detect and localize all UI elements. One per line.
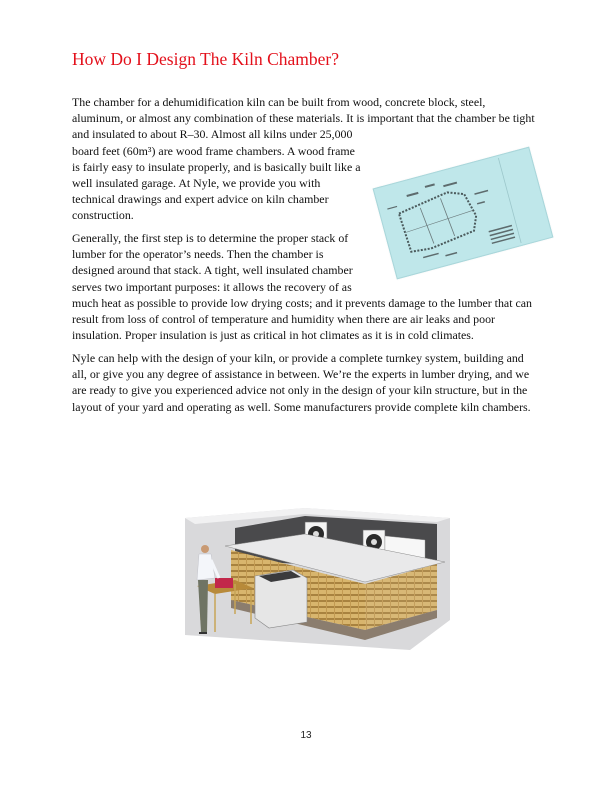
kiln-illustration-image (175, 500, 450, 660)
text-line: Nyle can help with the design of your kiln, or provide a complete turnkey system, building and (72, 351, 524, 365)
text-line: insulation. Proper insulation is just as critical in hot climates as it is in cold climates. (72, 328, 474, 343)
text-line: lumber for the operator’s needs. Then the chamber is (72, 247, 324, 262)
text-line: serves two important purposes: it allows the recovery of as (72, 279, 352, 294)
text-line: designed around that stack. A tight, well insulated chamber (72, 263, 353, 278)
text-line: all, or give you any degree of assistance in between. We’re the experts in lumber drying, and we (72, 367, 530, 382)
text-line: are ready to give you experienced advice not only in the design of your kiln structure, but in the (72, 383, 528, 398)
text-line: well insulated garage. At Nyle, we provide you with (72, 176, 321, 191)
text-line: result from loss of control of temperature and humidity when there are air leaks and poor (72, 312, 495, 327)
text-line: construction. (72, 208, 134, 223)
text-line: and insulated to about R–30. Almost all kilns under 25,000 (72, 127, 353, 142)
text-line: much heat as possible to provide low drying costs; and it prevents damage to the lumber that can (72, 295, 532, 310)
text-line: layout of your yard and operating as well. Some manufacturers provide complete kiln chambers. (72, 399, 531, 414)
paragraph-3 (72, 350, 531, 415)
page-number: 13 (300, 730, 312, 741)
text-line: board feet (60m³) are wood frame chambers. A wood frame (72, 143, 355, 158)
text-line: Generally, the first step is to determine the proper stack of (72, 231, 349, 245)
kiln-cutaway-icon (175, 500, 450, 660)
page-title: How Do I Design The Kiln Chamber? (72, 49, 339, 69)
text-line: aluminum, or almost any combination of these materials. It is important that the chamber be tight (72, 111, 535, 126)
text-line: is fairly easy to insulate properly, and is basically built like a (72, 159, 361, 174)
text-line: The chamber for a dehumidification kiln can be built from wood, concrete block, steel, (72, 95, 486, 109)
text-line: technical drawings and expert advice on kiln chamber (72, 192, 329, 207)
